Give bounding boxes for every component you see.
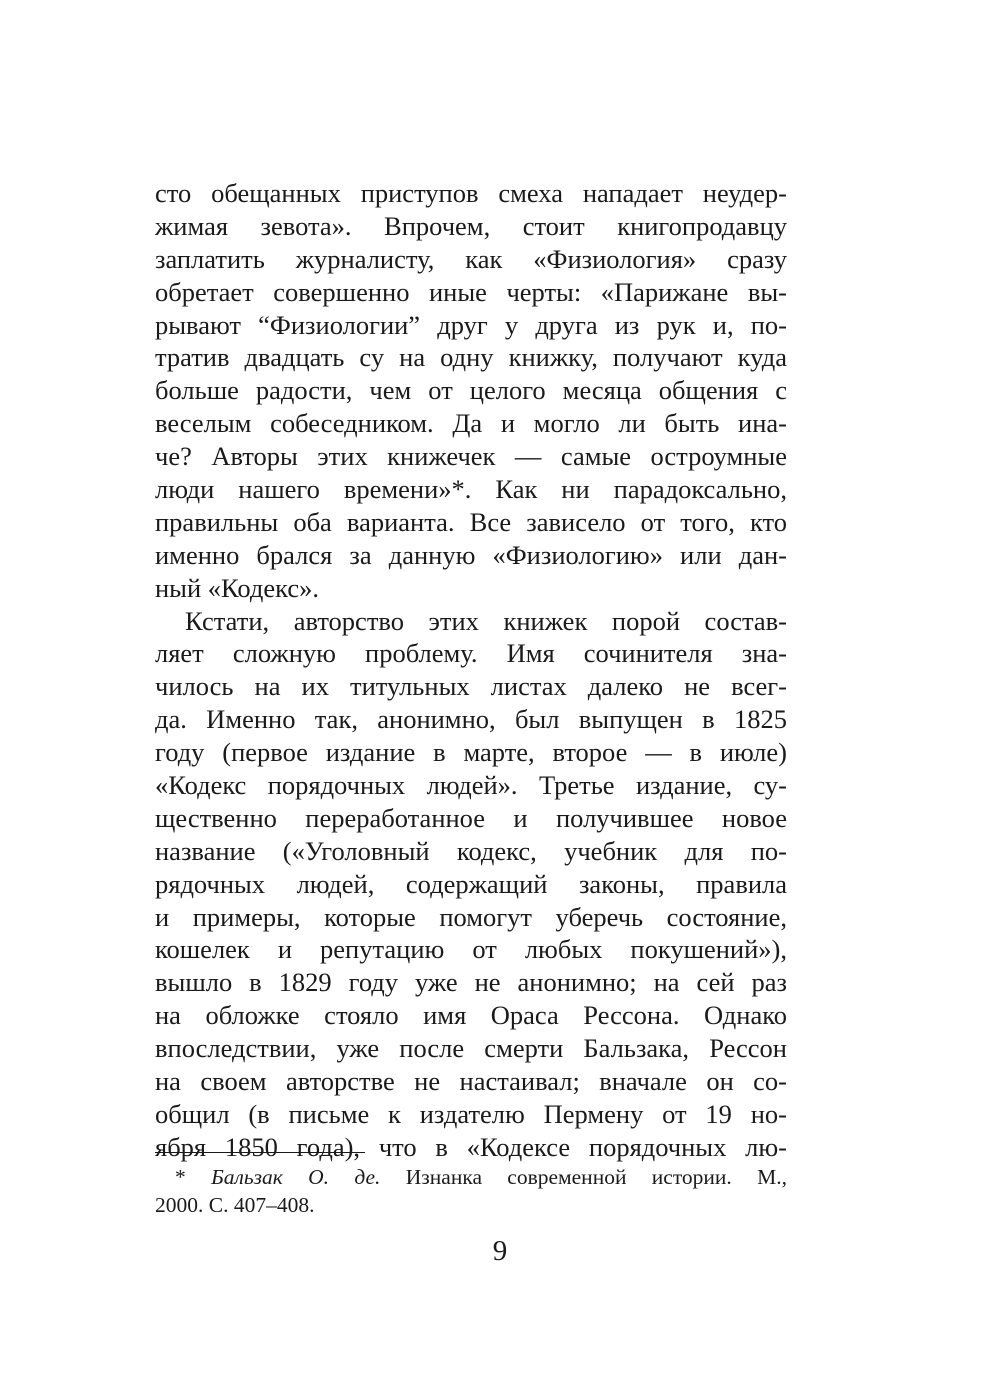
text-line: сто обещанных приступов смеха нападает неудер- bbox=[155, 178, 787, 208]
text-line: больше радости, чем от целого месяца общения с bbox=[155, 375, 787, 406]
text-line: кошелек и репутацию от любых покушений»), bbox=[155, 934, 787, 965]
text-line: заплатить журналисту, как «Физиология» сразу bbox=[155, 243, 787, 274]
text-line: люди нашего времени»*. Как ни парадоксально, bbox=[155, 474, 787, 505]
text-line: щественно переработанное и получившее новое bbox=[155, 802, 787, 833]
text-line: ляет сложную проблему. Имя сочинителя зна- bbox=[155, 638, 787, 669]
footnote-divider bbox=[155, 1152, 365, 1153]
text-line: чилось на их титульных листах далеко не всег- bbox=[155, 671, 787, 702]
footnote-source: Изнанка современной истории. М., bbox=[380, 1165, 787, 1189]
footnote-author: Бальзак О. де. bbox=[211, 1165, 381, 1189]
text-line: году (первое издание в марте, второе — в июле) bbox=[155, 737, 787, 768]
text-line: рядочных людей, содержащий законы, правила bbox=[155, 868, 787, 899]
text-line: на обложке стояло имя Ораса Рессона. Однако bbox=[155, 1000, 787, 1031]
text-line: Кстати, авторство этих книжек порой состав- bbox=[185, 605, 787, 636]
page-number: 9 bbox=[492, 1235, 508, 1267]
footnote-line: 2000. С. 407–408. bbox=[155, 1193, 315, 1217]
text-line: общил (в письме к издателю Пермену от 19 но- bbox=[155, 1098, 787, 1129]
text-line: че? Авторы этих книжечек — самые остроумные bbox=[155, 441, 787, 472]
text-line: на своем авторстве не настаивал; вначале он со- bbox=[155, 1066, 787, 1097]
footnote-marker: * bbox=[175, 1165, 212, 1189]
text-line: рывают “Физиологии” друг у друга из рук и, по- bbox=[155, 309, 787, 340]
footnote bbox=[155, 1163, 787, 1219]
main-text bbox=[155, 177, 787, 1164]
text-line: жимая зевота». Впрочем, стоит книгопродавцу bbox=[155, 210, 787, 241]
text-line: да. Именно так, анонимно, был выпущен в 1825 bbox=[155, 704, 787, 735]
text-line: вышло в 1829 году уже не анонимно; на сей раз bbox=[155, 967, 787, 998]
text-line: правильны оба варианта. Все зависело от того, кто bbox=[155, 506, 787, 537]
text-line: обретает совершенно иные черты: «Парижане вы- bbox=[155, 276, 787, 307]
text-line: впоследствии, уже после смерти Бальзака, Рессон bbox=[155, 1033, 787, 1064]
text-line: ября 1850 года), что в «Кодексе порядочных лю- bbox=[155, 1131, 787, 1162]
text-line: тратив двадцать су на одну книжку, получают куда bbox=[155, 342, 787, 373]
footnote-line bbox=[155, 1163, 787, 1191]
text-line: веселым собеседником. Да и могло ли быть ина- bbox=[155, 408, 787, 439]
text-line: именно брался за данную «Физиологию» или дан- bbox=[155, 539, 787, 570]
text-line: название («Уголовный кодекс, учебник для по- bbox=[155, 835, 787, 866]
text-line: и примеры, которые помогут уберечь состояние, bbox=[155, 901, 787, 932]
text-line: «Кодекс порядочных людей». Третье издание, су- bbox=[155, 770, 787, 801]
text-line: ный «Кодекс». bbox=[155, 572, 319, 603]
